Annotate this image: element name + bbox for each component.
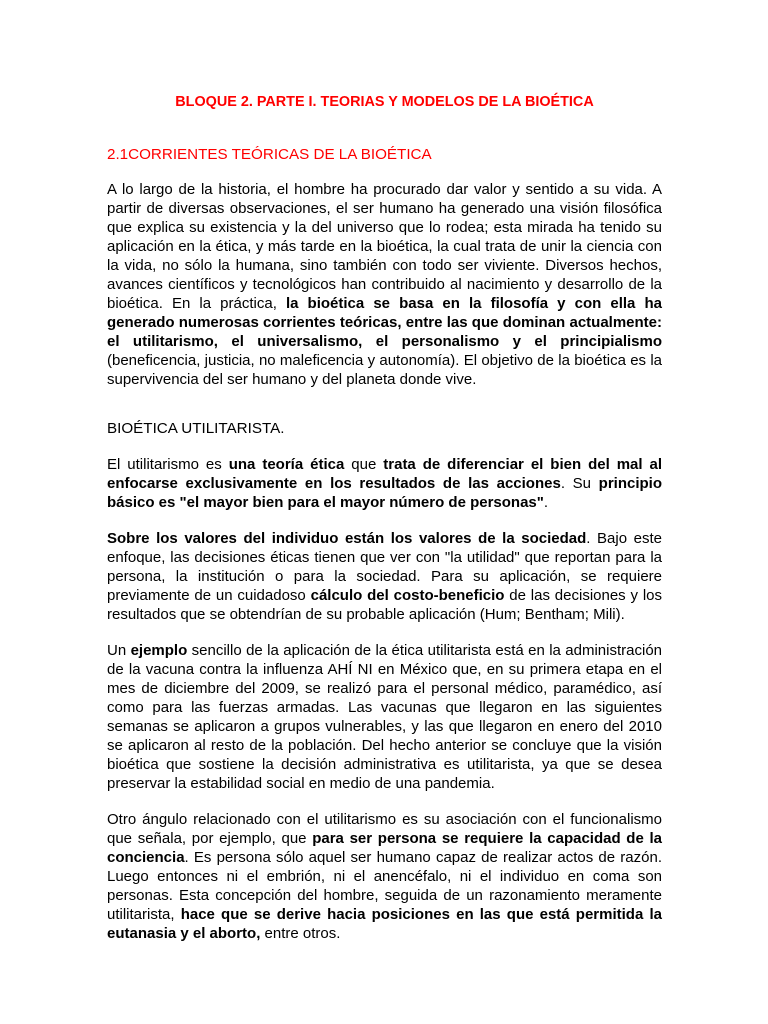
text-segment: Un [107,642,131,659]
text-segment: que [344,456,384,473]
bold-text-segment: Sobre los valores del individuo están los valores de la sociedad [107,530,587,547]
text-segment: . [543,494,549,511]
bold-text-segment: trata de diferenciar el bien del mal al enfocarse exclusivamente en los resultados de las acciones [107,456,662,492]
text-segment: A lo largo de la historia, el hombre ha procurado dar valor y sentido a su vida. A partir de diversas observaciones, el ser humano ha generado una visión filosófica que explica su existencia y la del universo que lo rodea; esta mirada ha tenido su aplicación en la ética, y más tarde en la bioética, la cual trata de unir la ciencia con la vida, no sólo la humana, sino también con todo ser viviente. Diversos hechos, avances científicos y tecnológicos han contribuido al nacimiento y desarrollo de la bioética. En la práctica, [107,181,662,312]
bold-text-segment: para ser persona se requiere la capacidad de la conciencia [107,830,663,866]
paragraph-utilitarismo-definition [107,455,662,512]
bold-text-segment: ejemplo [130,642,188,659]
section-heading: 2.1CORRIENTES TEÓRICAS DE LA BIOÉTICA [107,146,432,163]
paragraph-valores-sociedad [107,529,662,624]
document-title: BLOQUE 2. PARTE I. TEORIAS Y MODELOS DE LA BIOÉTICA [175,94,594,110]
text-segment: sencillo de la aplicación de la ética utilitarista está en la administración de la vacuna contra la influenza AHÍ NI en México que, en su primera etapa en el mes de diciembre del 2009, se realizó para el personal médico, paramédico, así como para las fuerzas armadas. Las vacunas que llegaron en las siguientes semanas se aplicaron a grupos vulnerables, y las que llegaron en enero del 2010 se aplicaron al resto de la población. Del hecho anterior se concluye que la visión bioética que sostiene la decisión administrativa es utilitarista, ya que se desea preservar la estabilidad social en medio de una pandemia. [107,642,662,792]
subsection-heading: BIOÉTICA UTILITARISTA. [107,420,285,437]
text-segment: El utilitarismo es [107,456,229,473]
paragraph-funcionalismo [107,810,662,943]
bold-text-segment: hace que se derive hacia posiciones en las que está permitida la eutanasia y el aborto, [107,906,662,942]
bold-text-segment: la bioética se basa en la filosofía y con ella ha generado numerosas corrientes teóricas, entre las que dominan actualmente: el utilitarismo, el universalismo, el personalismo y el principialismo [107,295,662,350]
bold-text-segment: principio básico es "el mayor bien para el mayor número de personas" [107,475,662,511]
intro-paragraph [107,180,662,389]
bold-text-segment: una teoría ética [228,456,345,473]
text-segment: . Su [560,475,599,492]
paragraph-ejemplo-vacuna [107,641,662,793]
text-segment: Otro ángulo relacionado con el utilitarismo es su asociación con el funcionalismo que señala, por ejemplo, que [107,811,662,847]
text-segment: de las decisiones y los resultados que se obtendrían de su probable aplicación (Hum; Bentham; Mili). [107,587,662,623]
text-segment: (beneficencia, justicia, no maleficencia y autonomía). El objetivo de la bioética es la supervivencia del ser humano y del planeta donde vive. [107,352,662,388]
bold-text-segment: cálculo del costo-beneficio [310,587,505,604]
text-segment: . Es persona sólo aquel ser humano capaz de realizar actos de razón. Luego entonces ni el embrión, ni el anencéfalo, ni el individuo en coma son personas. Esta concepción del hombre, seguida de un razonamiento meramente utilitarista, [107,849,662,923]
text-segment: . Bajo este enfoque, las decisiones éticas tienen que ver con "la utilidad" que reportan para la persona, la institución o para la sociedad. Para su aplicación, se requiere previamente de un cuidadoso [107,530,662,604]
text-segment: entre otros. [260,925,341,942]
